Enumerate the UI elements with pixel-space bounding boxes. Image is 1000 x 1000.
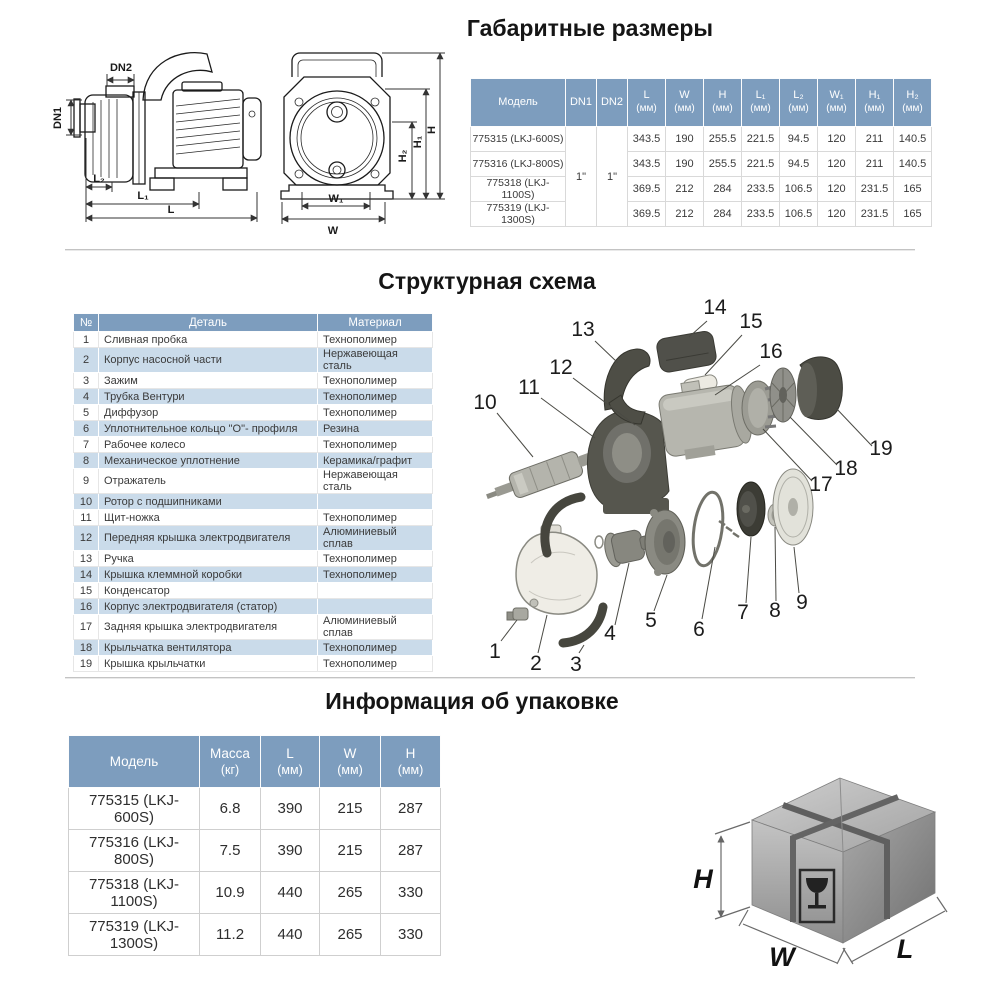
pump-body-part <box>516 525 603 614</box>
col-header-metric <box>780 79 818 127</box>
model-cell: 775319 (LKJ-1300S) <box>69 914 200 956</box>
parts-table-row <box>74 526 433 551</box>
drain-plug-part <box>507 599 538 620</box>
impeller-part <box>737 482 765 536</box>
part-name-cell: Уплотнительное кольцо "О"- профиля <box>99 421 318 437</box>
parts-table-row <box>74 373 433 389</box>
part-name-cell: Задняя крышка электродвигателя <box>99 615 318 640</box>
callout-18: 18 <box>834 457 858 480</box>
parts-table-row <box>74 348 433 373</box>
col-header-dn1: DN1 <box>566 79 597 127</box>
dimension-value-cell: 140.5 <box>894 152 932 177</box>
callout-19: 19 <box>869 437 893 460</box>
dimensions-table-row <box>471 177 932 202</box>
metric-unit: (мм) <box>674 103 695 115</box>
metric-name: H <box>718 89 727 102</box>
part-number-cell: 13 <box>74 551 99 567</box>
fan-cover-part <box>797 357 842 419</box>
dimension-value-cell: 140.5 <box>894 127 932 152</box>
col-header-metric <box>381 736 441 788</box>
part-material-cell <box>318 599 433 615</box>
col-header-metric <box>200 736 261 788</box>
parts-table-row <box>74 510 433 526</box>
dimension-value-cell: 343.5 <box>628 152 666 177</box>
dimensions-table-body <box>471 127 932 227</box>
dimension-value-cell: 106.5 <box>780 177 818 202</box>
part-material-cell: Технополимер <box>318 640 433 656</box>
h2-dim-label: H₂ <box>397 149 409 163</box>
part-number-cell: 18 <box>74 640 99 656</box>
callout-6: 6 <box>693 618 705 641</box>
part-name-cell: Механическое уплотнение <box>99 453 318 469</box>
dimension-value-cell: 211 <box>856 152 894 177</box>
part-material-cell: Технополимер <box>318 567 433 583</box>
parts-header-row <box>74 314 433 332</box>
dimensions-table <box>470 78 932 227</box>
part-number-cell: 8 <box>74 453 99 469</box>
l2-dim-label: L₂ <box>93 173 105 185</box>
part-number-cell: 10 <box>74 494 99 510</box>
parts-table-row <box>74 640 433 656</box>
part-name-cell: Ротор с подшипниками <box>99 494 318 510</box>
part-material-cell: Алюминиевый сплав <box>318 615 433 640</box>
part-material-cell: Технополимер <box>318 332 433 348</box>
part-material-cell: Технополимер <box>318 437 433 453</box>
h-dim-label: H <box>426 126 438 134</box>
packaging-table-row <box>69 788 441 830</box>
front-view-dimensions <box>282 53 445 237</box>
metric-unit: (мм) <box>826 103 847 115</box>
packaging-value-cell: 265 <box>320 914 381 956</box>
callout-11: 11 <box>518 376 540 399</box>
part-number-cell: 5 <box>74 405 99 421</box>
dimension-value-cell: 106.5 <box>780 202 818 227</box>
box-h-label: H <box>693 864 713 894</box>
parts-table <box>73 313 433 672</box>
packaging-table-row <box>69 872 441 914</box>
col-header-metric <box>894 79 932 127</box>
col-header-metric <box>704 79 742 127</box>
packaging-value-cell: 287 <box>381 788 441 830</box>
part-name-cell: Корпус электродвигателя (статор) <box>99 599 318 615</box>
col-header-metric <box>856 79 894 127</box>
metric-name: L <box>286 745 294 761</box>
dimension-value-cell: 221.5 <box>742 152 780 177</box>
metric-name: H₂ <box>906 89 919 102</box>
dimension-value-cell: 369.5 <box>628 177 666 202</box>
fan-part <box>770 368 796 422</box>
parts-table-row <box>74 421 433 437</box>
part-number-cell: 14 <box>74 567 99 583</box>
dimension-value-cell: 94.5 <box>780 152 818 177</box>
part-name-cell: Крышка клеммной коробки <box>99 567 318 583</box>
part-number-cell: 15 <box>74 583 99 599</box>
part-material-cell <box>318 494 433 510</box>
dimension-value-cell: 190 <box>666 127 704 152</box>
pump-front-view <box>281 53 393 199</box>
dimensions-header-row <box>471 79 932 127</box>
col-header-model: Модель <box>471 79 566 127</box>
packaging-value-cell: 330 <box>381 914 441 956</box>
part-material-cell: Технополимер <box>318 389 433 405</box>
callout-15: 15 <box>739 310 763 333</box>
packaging-value-cell: 7.5 <box>200 830 261 872</box>
dimension-value-cell: 165 <box>894 177 932 202</box>
box-l-label: L <box>896 934 914 964</box>
metric-unit: (мм) <box>750 103 771 115</box>
dimensions-table-row <box>471 202 932 227</box>
callout-1: 1 <box>489 640 501 663</box>
terminal-cover-part <box>655 330 717 373</box>
dn1-label: DN1 <box>52 106 64 130</box>
metric-name: W <box>343 745 357 761</box>
packaging-value-cell: 287 <box>381 830 441 872</box>
dimension-value-cell: 233.5 <box>742 202 780 227</box>
dimensions-table-row <box>471 127 932 152</box>
metric-unit: (мм) <box>636 103 657 115</box>
dn1-value-cell: 1" <box>566 127 597 227</box>
metric-name: W₁ <box>829 89 844 102</box>
callout-13: 13 <box>571 318 595 341</box>
part-material-cell <box>318 583 433 599</box>
part-number-cell: 9 <box>74 469 99 494</box>
part-material-cell: Технополимер <box>318 656 433 672</box>
dimension-value-cell: 231.5 <box>856 202 894 227</box>
parts-table-row <box>74 437 433 453</box>
packaging-value-cell: 11.2 <box>200 914 261 956</box>
deflector-part <box>773 469 813 545</box>
callout-16: 16 <box>759 340 783 363</box>
callout-2: 2 <box>530 652 542 675</box>
part-name-cell: Отражатель <box>99 469 318 494</box>
pump-side-view <box>74 53 261 190</box>
box-w-label: W <box>769 942 795 972</box>
packaging-value-cell: 265 <box>320 872 381 914</box>
dimension-value-cell: 165 <box>894 202 932 227</box>
dimension-value-cell: 120 <box>818 152 856 177</box>
w1-dim-label: W₁ <box>328 193 344 205</box>
part-number-cell: 2 <box>74 348 99 373</box>
part-name-cell: Передняя крышка электродвигателя <box>99 526 318 551</box>
metric-unit: (мм) <box>902 103 923 115</box>
dimensions-section-title: Габаритные размеры <box>466 15 714 41</box>
col-header-metric <box>818 79 856 127</box>
metric-name: H₁ <box>868 89 881 102</box>
parts-table-row <box>74 332 433 348</box>
callout-17: 17 <box>809 473 833 496</box>
packaging-table-body <box>69 788 441 956</box>
callout-4: 4 <box>604 622 616 645</box>
col-header-metric <box>666 79 704 127</box>
part-name-cell: Конденсатор <box>99 583 318 599</box>
dimension-value-cell: 284 <box>704 177 742 202</box>
metric-unit: (мм) <box>277 763 303 778</box>
metric-unit: (мм) <box>397 763 424 778</box>
model-cell: 775318 (LKJ-1100S) <box>471 177 566 202</box>
model-cell: 775316 (LKJ-800S) <box>471 152 566 177</box>
part-number-cell: 16 <box>74 599 99 615</box>
packaging-table-row <box>69 830 441 872</box>
col-header-dn2: DN2 <box>597 79 628 127</box>
part-name-cell: Рабочее колесо <box>99 437 318 453</box>
part-material-cell: Нержавеющая сталь <box>318 348 433 373</box>
parts-table-row <box>74 599 433 615</box>
metric-unit: (мм) <box>864 103 885 115</box>
packaging-table <box>68 735 441 956</box>
part-number-cell: 17 <box>74 615 99 640</box>
part-name-cell: Сливная пробка <box>99 332 318 348</box>
col-header-num: № <box>74 314 99 332</box>
parts-table-row <box>74 469 433 494</box>
dn2-value-cell: 1" <box>597 127 628 227</box>
dimensions-table-row <box>471 152 932 177</box>
side-view-dimensions <box>52 62 257 222</box>
packaging-header-row <box>69 736 441 788</box>
model-cell: 775319 (LKJ-1300S) <box>471 202 566 227</box>
col-header-model: Модель <box>69 736 200 788</box>
packaging-value-cell: 10.9 <box>200 872 261 914</box>
dimension-value-cell: 343.5 <box>628 127 666 152</box>
callout-10: 10 <box>473 391 497 414</box>
part-material-cell: Технополимер <box>318 551 433 567</box>
section-divider <box>65 677 915 679</box>
part-number-cell: 19 <box>74 656 99 672</box>
part-number-cell: 12 <box>74 526 99 551</box>
dimension-value-cell: 221.5 <box>742 127 780 152</box>
part-name-cell: Корпус насосной части <box>99 348 318 373</box>
exploded-view-diagram <box>455 295 960 685</box>
packaging-value-cell: 215 <box>320 788 381 830</box>
metric-unit: (мм) <box>337 763 363 778</box>
part-material-cell: Технополимер <box>318 405 433 421</box>
callout-12: 12 <box>549 356 573 379</box>
part-number-cell: 1 <box>74 332 99 348</box>
part-name-cell: Диффузор <box>99 405 318 421</box>
dimension-value-cell: 284 <box>704 202 742 227</box>
parts-table-row <box>74 656 433 672</box>
callout-14: 14 <box>703 296 727 319</box>
h1-dim-label: H₁ <box>412 135 424 149</box>
parts-table-row <box>74 583 433 599</box>
dimension-value-cell: 233.5 <box>742 177 780 202</box>
part-number-cell: 11 <box>74 510 99 526</box>
packaging-value-cell: 6.8 <box>200 788 261 830</box>
col-header-metric <box>320 736 381 788</box>
handle-part <box>604 349 650 424</box>
packaging-section-title: Информация об упаковке <box>325 688 619 714</box>
metric-name: L₁ <box>755 89 766 102</box>
l1-dim-label: L₁ <box>137 190 149 202</box>
parts-table-row <box>74 567 433 583</box>
pump-dimension-drawing <box>30 42 455 242</box>
col-header-metric <box>742 79 780 127</box>
parts-table-row <box>74 389 433 405</box>
packaging-value-cell: 390 <box>261 788 320 830</box>
part-number-cell: 4 <box>74 389 99 405</box>
dimension-value-cell: 231.5 <box>856 177 894 202</box>
cardboard-box <box>752 778 935 943</box>
dimension-value-cell: 212 <box>666 177 704 202</box>
part-material-cell: Нержавеющая сталь <box>318 469 433 494</box>
l-dim-label: L <box>167 204 175 216</box>
packaging-box-illustration <box>655 750 985 995</box>
part-name-cell: Крышка крыльчатки <box>99 656 318 672</box>
part-number-cell: 3 <box>74 373 99 389</box>
parts-table-row <box>74 615 433 640</box>
packaging-table-row <box>69 914 441 956</box>
packaging-value-cell: 440 <box>261 914 320 956</box>
parts-table-row <box>74 453 433 469</box>
metric-unit: (мм) <box>712 103 733 115</box>
model-cell: 775315 (LKJ-600S) <box>471 127 566 152</box>
packaging-value-cell: 390 <box>261 830 320 872</box>
dimension-value-cell: 120 <box>818 202 856 227</box>
packaging-value-cell: 215 <box>320 830 381 872</box>
packaging-value-cell: 440 <box>261 872 320 914</box>
model-cell: 775318 (LKJ-1100S) <box>69 872 200 914</box>
part-number-cell: 6 <box>74 421 99 437</box>
diffuser-part <box>645 509 685 576</box>
model-cell: 775316 (LKJ-800S) <box>69 830 200 872</box>
model-cell: 775315 (LKJ-600S) <box>69 788 200 830</box>
part-material-cell: Керамика/графит <box>318 453 433 469</box>
part-material-cell: Резина <box>318 421 433 437</box>
parts-table-body <box>74 332 433 672</box>
dimension-value-cell: 369.5 <box>628 202 666 227</box>
callout-8: 8 <box>769 599 781 622</box>
dimension-value-cell: 120 <box>818 177 856 202</box>
part-name-cell: Ручка <box>99 551 318 567</box>
part-material-cell: Технополимер <box>318 510 433 526</box>
metric-unit: (кг) <box>220 763 240 778</box>
part-name-cell: Зажим <box>99 373 318 389</box>
dimension-value-cell: 120 <box>818 127 856 152</box>
callout-5: 5 <box>645 609 657 632</box>
callout-9: 9 <box>796 591 808 614</box>
metric-name: H <box>405 745 416 761</box>
parts-table-row <box>74 494 433 510</box>
o-ring-part <box>689 490 727 567</box>
metric-name: W <box>679 89 690 102</box>
part-name-cell: Трубка Вентури <box>99 389 318 405</box>
metric-name: Масса <box>210 745 250 761</box>
metric-name: L <box>643 89 650 102</box>
col-header-metric <box>628 79 666 127</box>
metric-unit: (мм) <box>788 103 809 115</box>
parts-table-row <box>74 551 433 567</box>
section-divider <box>65 249 915 251</box>
dn2-label: DN2 <box>109 62 133 74</box>
dimension-value-cell: 211 <box>856 127 894 152</box>
callout-3: 3 <box>570 653 582 676</box>
parts-table-row <box>74 405 433 421</box>
dimension-value-cell: 94.5 <box>780 127 818 152</box>
part-material-cell: Алюминиевый сплав <box>318 526 433 551</box>
col-header-material: Материал <box>318 314 433 332</box>
structure-section-title: Структурная схема <box>378 268 596 294</box>
part-name-cell: Крыльчатка вентилятора <box>99 640 318 656</box>
dimension-value-cell: 255.5 <box>704 152 742 177</box>
stand-part <box>587 411 669 514</box>
part-name-cell: Щит-ножка <box>99 510 318 526</box>
dimension-value-cell: 190 <box>666 152 704 177</box>
part-material-cell: Технополимер <box>318 373 433 389</box>
part-number-cell: 7 <box>74 437 99 453</box>
col-header-metric <box>261 736 320 788</box>
col-header-part: Деталь <box>99 314 318 332</box>
packaging-value-cell: 330 <box>381 872 441 914</box>
callout-7: 7 <box>737 601 749 624</box>
metric-name: L₂ <box>793 89 804 102</box>
dimension-value-cell: 255.5 <box>704 127 742 152</box>
w-dim-label: W <box>327 225 339 237</box>
dimension-value-cell: 212 <box>666 202 704 227</box>
